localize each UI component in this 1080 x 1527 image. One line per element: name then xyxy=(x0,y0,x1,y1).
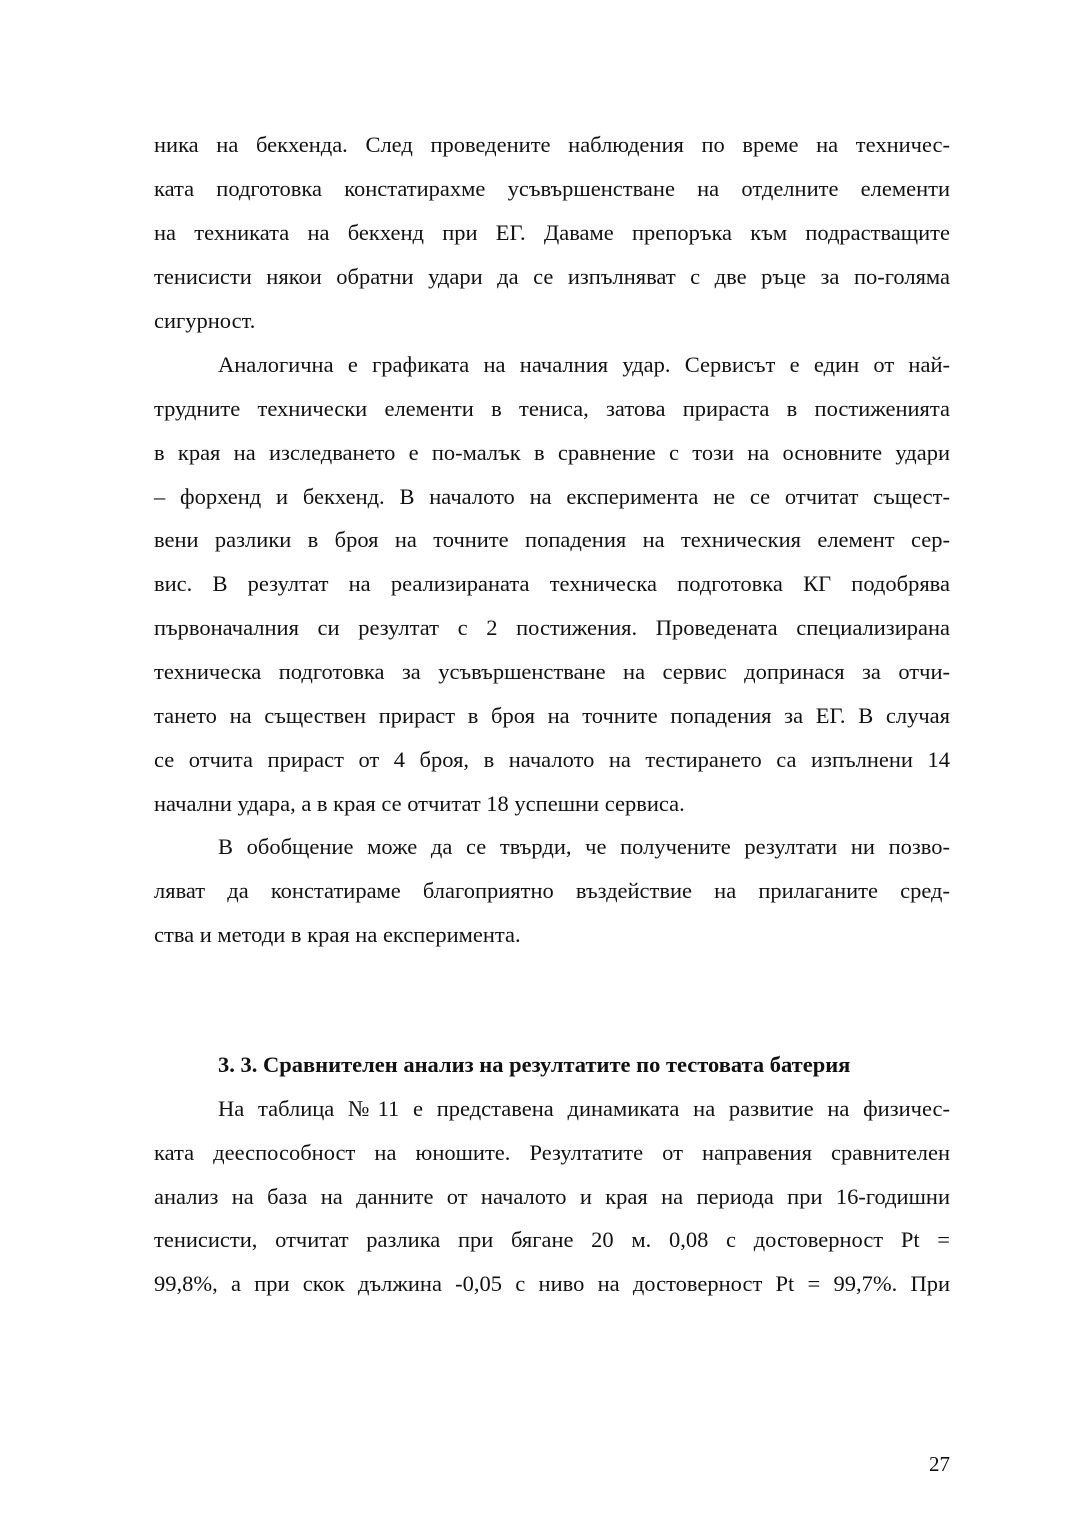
paragraph-2-line-9: тането на съществен прираст в броя на точните попадения за ЕГ. В случая xyxy=(154,703,950,728)
paragraph-2-line-8: техническа подготовка за усъвършенстване на сервис допринася за отчи- xyxy=(154,659,950,684)
paragraph-2-line-3: в края на изследването е по-малък в сравнение с този на основните удари xyxy=(154,440,950,465)
paragraph-2-line-7: първоначалния си резултат с 2 постижения. Проведената специализирана xyxy=(154,615,950,640)
paragraph-2-line-5: вени разлики в броя на точните попадения на техническия елемент сер- xyxy=(154,527,950,552)
section-paragraph-line-5: 99,8%, а при скок дължина -0,05 с ниво на достоверност Pt = 99,7%. При xyxy=(154,1271,950,1296)
section-paragraph-line-3: анализ на база на данните от началото и края на периода при 16-годишни xyxy=(154,1184,950,1209)
paragraph-2-line-1: Аналогична е графиката на началния удар. Сервисът е един от най- xyxy=(218,352,950,377)
section-paragraph-line-2: ката дееспособност на юношите. Резултатите от направения сравнителен xyxy=(154,1140,950,1165)
paragraph-3-line-2: ляват да констатираме благоприятно въздействие на прилаганите сред- xyxy=(154,878,950,903)
paragraph-2-line-4: – форхенд и бекхенд. В началото на експеримента не се отчитат същест- xyxy=(154,484,950,509)
paragraph-2-line-6: вис. В резултат на реализираната техническа подготовка КГ подобрява xyxy=(154,571,950,596)
paragraph-2-line-2: трудните технически елементи в тениса, затова прираста в постиженията xyxy=(154,396,950,421)
paragraph-1-line-1: ника на бекхенда. След проведените наблюдения по време на техничес- xyxy=(154,132,950,157)
paragraph-1-line-3: на техниката на бекхенд при ЕГ. Даваме препоръка към подрастващите xyxy=(154,220,950,245)
section-paragraph-line-1: На таблица №11 е представена динамиката на развитие на физичес- xyxy=(218,1096,950,1121)
paragraph-1-line-5: сигурност. xyxy=(154,308,256,333)
paragraph-3-line-3: ства и методи в края на експеримента. xyxy=(154,922,521,947)
page-number: 27 xyxy=(929,1452,950,1476)
paragraph-2-line-10: се отчита прираст от 4 броя, в началото на тестирането са изпълнени 14 xyxy=(154,747,950,772)
section-heading: 3. 3. Сравнителен анализ на резултатите по тестовата батерия xyxy=(218,1052,851,1077)
paragraph-3-line-1: В обобщение може да се твърди, че получените резултати ни позво- xyxy=(218,834,950,859)
paragraph-1-line-2: ката подготовка констатирахме усъвършенстване на отделните елементи xyxy=(154,176,950,201)
paragraph-1-line-4: тенисисти някои обратни удари да се изпълняват с две ръце за по-голяма xyxy=(154,264,950,289)
section-paragraph-line-4: тенисисти, отчитат разлика при бягане 20 м. 0,08 с достоверност Pt = xyxy=(154,1227,950,1252)
paragraph-2-line-11: начални удара, а в края се отчитат 18 успешни сервиса. xyxy=(154,791,685,816)
